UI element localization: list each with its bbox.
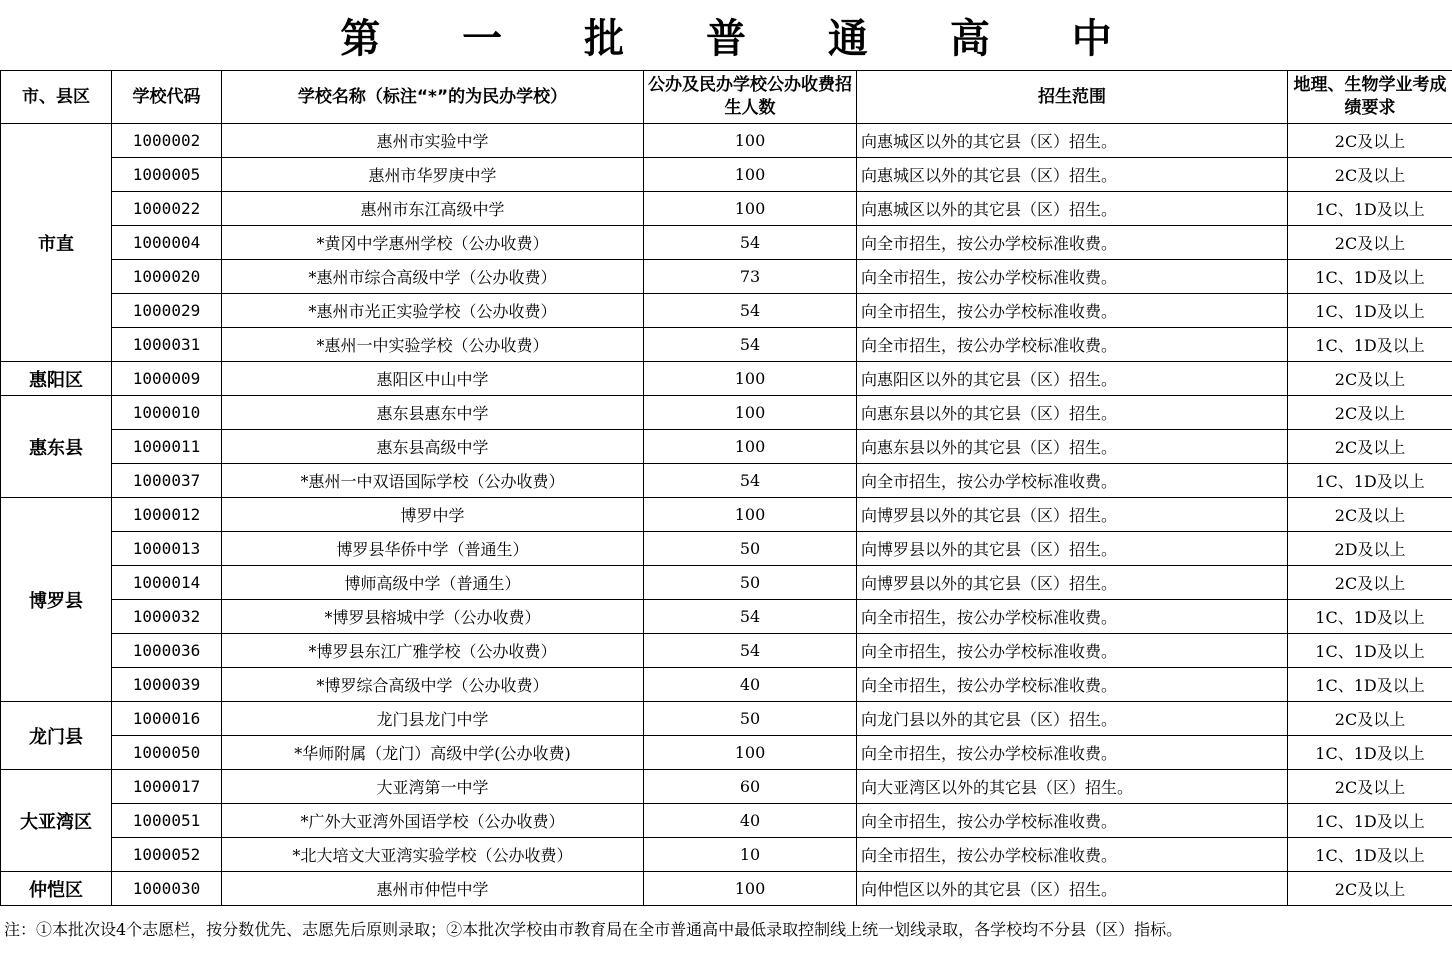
enrollment-count-cell: 50 xyxy=(644,566,857,600)
table-row xyxy=(1,804,1452,838)
admission-scope-cell: 向惠东县以外的其它县（区）招生。 xyxy=(857,396,1288,430)
table-row xyxy=(1,124,1452,158)
school-code-cell: 1000036 xyxy=(112,634,222,668)
enrollment-count-cell: 50 xyxy=(644,702,857,736)
enrollment-count-cell: 54 xyxy=(644,328,857,362)
admission-scope-cell: 向惠城区以外的其它县（区）招生。 xyxy=(857,124,1288,158)
score-requirement-cell: 1C、1D及以上 xyxy=(1288,328,1452,362)
header-code: 学校代码 xyxy=(112,71,222,124)
admission-scope-cell: 向惠城区以外的其它县（区）招生。 xyxy=(857,158,1288,192)
school-code-cell: 1000012 xyxy=(112,498,222,532)
school-name-cell: *博罗县东江广雅学校（公办收费） xyxy=(222,634,644,668)
enrollment-count-cell: 54 xyxy=(644,294,857,328)
school-name-cell: 博罗县华侨中学（普通生） xyxy=(222,532,644,566)
table-row xyxy=(1,328,1452,362)
school-name-cell: 惠州市实验中学 xyxy=(222,124,644,158)
admission-table xyxy=(0,70,1452,906)
enrollment-count-cell: 60 xyxy=(644,770,857,804)
district-cell: 博罗县 xyxy=(1,498,112,702)
admission-scope-cell: 向博罗县以外的其它县（区）招生。 xyxy=(857,566,1288,600)
score-requirement-cell: 2C及以上 xyxy=(1288,702,1452,736)
enrollment-count-cell: 100 xyxy=(644,872,857,906)
school-code-cell: 1000002 xyxy=(112,124,222,158)
table-row xyxy=(1,294,1452,328)
score-requirement-cell: 1C、1D及以上 xyxy=(1288,804,1452,838)
school-code-cell: 1000016 xyxy=(112,702,222,736)
district-cell: 龙门县 xyxy=(1,702,112,770)
admission-scope-cell: 向仲恺区以外的其它县（区）招生。 xyxy=(857,872,1288,906)
admission-scope-cell: 向惠东县以外的其它县（区）招生。 xyxy=(857,430,1288,464)
school-code-cell: 1000050 xyxy=(112,736,222,770)
enrollment-count-cell: 54 xyxy=(644,600,857,634)
school-name-cell: 惠州市仲恺中学 xyxy=(222,872,644,906)
admission-scope-cell: 向全市招生，按公办学校标准收费。 xyxy=(857,804,1288,838)
admission-scope-cell: 向全市招生，按公办学校标准收费。 xyxy=(857,838,1288,872)
enrollment-count-cell: 40 xyxy=(644,668,857,702)
score-requirement-cell: 2C及以上 xyxy=(1288,430,1452,464)
table-row xyxy=(1,226,1452,260)
enrollment-count-cell: 100 xyxy=(644,396,857,430)
enrollment-count-cell: 100 xyxy=(644,124,857,158)
school-name-cell: *博罗县榕城中学（公办收费） xyxy=(222,600,644,634)
school-name-cell: 惠州市华罗庚中学 xyxy=(222,158,644,192)
admission-scope-cell: 向全市招生，按公办学校标准收费。 xyxy=(857,634,1288,668)
table-row xyxy=(1,430,1452,464)
admission-scope-cell: 向惠城区以外的其它县（区）招生。 xyxy=(857,192,1288,226)
admission-scope-cell: 向博罗县以外的其它县（区）招生。 xyxy=(857,532,1288,566)
table-row xyxy=(1,498,1452,532)
school-name-cell: *博罗综合高级中学（公办收费） xyxy=(222,668,644,702)
enrollment-count-cell: 54 xyxy=(644,634,857,668)
school-code-cell: 1000037 xyxy=(112,464,222,498)
admission-scope-cell: 向博罗县以外的其它县（区）招生。 xyxy=(857,498,1288,532)
enrollment-count-cell: 10 xyxy=(644,838,857,872)
table-row xyxy=(1,532,1452,566)
enrollment-count-cell: 54 xyxy=(644,464,857,498)
admission-scope-cell: 向全市招生，按公办学校标准收费。 xyxy=(857,736,1288,770)
score-requirement-cell: 1C、1D及以上 xyxy=(1288,294,1452,328)
school-name-cell: 惠东县高级中学 xyxy=(222,430,644,464)
table-row xyxy=(1,260,1452,294)
school-name-cell: *惠州一中双语国际学校（公办收费） xyxy=(222,464,644,498)
enrollment-count-cell: 50 xyxy=(644,532,857,566)
admission-scope-cell: 向全市招生，按公办学校标准收费。 xyxy=(857,294,1288,328)
score-requirement-cell: 2C及以上 xyxy=(1288,566,1452,600)
school-code-cell: 1000032 xyxy=(112,600,222,634)
school-name-cell: *黄冈中学惠州学校（公办收费） xyxy=(222,226,644,260)
header-requirement: 地理、生物学业考成绩要求 xyxy=(1288,71,1452,124)
header-count: 公办及民办学校公办收费招生人数 xyxy=(644,71,857,124)
table-row xyxy=(1,566,1452,600)
district-cell: 大亚湾区 xyxy=(1,770,112,872)
table-row xyxy=(1,702,1452,736)
school-code-cell: 1000017 xyxy=(112,770,222,804)
school-code-cell: 1000005 xyxy=(112,158,222,192)
score-requirement-cell: 1C、1D及以上 xyxy=(1288,464,1452,498)
school-name-cell: *广外大亚湾外国语学校（公办收费） xyxy=(222,804,644,838)
table-body xyxy=(1,124,1452,906)
school-code-cell: 1000022 xyxy=(112,192,222,226)
district-cell: 仲恺区 xyxy=(1,872,112,906)
school-code-cell: 1000010 xyxy=(112,396,222,430)
school-name-cell: 龙门县龙门中学 xyxy=(222,702,644,736)
score-requirement-cell: 2C及以上 xyxy=(1288,872,1452,906)
school-code-cell: 1000052 xyxy=(112,838,222,872)
district-cell: 惠东县 xyxy=(1,396,112,498)
school-code-cell: 1000030 xyxy=(112,872,222,906)
school-name-cell: *北大培文大亚湾实验学校（公办收费） xyxy=(222,838,644,872)
table-row xyxy=(1,736,1452,770)
school-name-cell: 大亚湾第一中学 xyxy=(222,770,644,804)
table-row xyxy=(1,634,1452,668)
admission-scope-cell: 向全市招生，按公办学校标准收费。 xyxy=(857,328,1288,362)
score-requirement-cell: 2C及以上 xyxy=(1288,158,1452,192)
score-requirement-cell: 2C及以上 xyxy=(1288,396,1452,430)
header-row xyxy=(1,71,1452,124)
school-name-cell: 博罗中学 xyxy=(222,498,644,532)
admission-scope-cell: 向全市招生，按公办学校标准收费。 xyxy=(857,668,1288,702)
admission-scope-cell: 向惠阳区以外的其它县（区）招生。 xyxy=(857,362,1288,396)
score-requirement-cell: 1C、1D及以上 xyxy=(1288,736,1452,770)
school-code-cell: 1000031 xyxy=(112,328,222,362)
table-row xyxy=(1,668,1452,702)
admission-scope-cell: 向全市招生，按公办学校标准收费。 xyxy=(857,260,1288,294)
school-code-cell: 1000013 xyxy=(112,532,222,566)
score-requirement-cell: 1C、1D及以上 xyxy=(1288,634,1452,668)
school-code-cell: 1000029 xyxy=(112,294,222,328)
enrollment-count-cell: 73 xyxy=(644,260,857,294)
school-code-cell: 1000014 xyxy=(112,566,222,600)
admission-scope-cell: 向龙门县以外的其它县（区）招生。 xyxy=(857,702,1288,736)
enrollment-count-cell: 40 xyxy=(644,804,857,838)
school-code-cell: 1000009 xyxy=(112,362,222,396)
score-requirement-cell: 2D及以上 xyxy=(1288,532,1452,566)
school-code-cell: 1000011 xyxy=(112,430,222,464)
score-requirement-cell: 1C、1D及以上 xyxy=(1288,260,1452,294)
score-requirement-cell: 1C、1D及以上 xyxy=(1288,838,1452,872)
header-district: 市、县区 xyxy=(1,71,112,124)
score-requirement-cell: 2C及以上 xyxy=(1288,770,1452,804)
school-code-cell: 1000051 xyxy=(112,804,222,838)
enrollment-count-cell: 54 xyxy=(644,226,857,260)
score-requirement-cell: 2C及以上 xyxy=(1288,124,1452,158)
enrollment-count-cell: 100 xyxy=(644,192,857,226)
school-name-cell: 惠阳区中山中学 xyxy=(222,362,644,396)
school-code-cell: 1000004 xyxy=(112,226,222,260)
school-name-cell: 惠东县惠东中学 xyxy=(222,396,644,430)
district-cell: 惠阳区 xyxy=(1,362,112,396)
table-row xyxy=(1,396,1452,430)
table-row xyxy=(1,464,1452,498)
enrollment-count-cell: 100 xyxy=(644,736,857,770)
score-requirement-cell: 2C及以上 xyxy=(1288,226,1452,260)
table-row xyxy=(1,770,1452,804)
admission-scope-cell: 向全市招生，按公办学校标准收费。 xyxy=(857,600,1288,634)
school-code-cell: 1000039 xyxy=(112,668,222,702)
page-title: 第 一 批 普 通 高 中 xyxy=(340,15,1146,62)
school-name-cell: *惠州市光正实验学校（公办收费） xyxy=(222,294,644,328)
table-row xyxy=(1,362,1452,396)
school-name-cell: *惠州市综合高级中学（公办收费） xyxy=(222,260,644,294)
admission-scope-cell: 向全市招生，按公办学校标准收费。 xyxy=(857,226,1288,260)
school-code-cell: 1000020 xyxy=(112,260,222,294)
enrollment-count-cell: 100 xyxy=(644,498,857,532)
district-cell: 市直 xyxy=(1,124,112,362)
admission-scope-cell: 向全市招生，按公办学校标准收费。 xyxy=(857,464,1288,498)
score-requirement-cell: 2C及以上 xyxy=(1288,498,1452,532)
enrollment-count-cell: 100 xyxy=(644,430,857,464)
footnote: 注：①本批次设4个志愿栏，按分数优先、志愿先后原则录取；②本批次学校由市教育局在全市普通高中最低录取控制线上统一划线录取，各学校均不分县（区）指标。 xyxy=(4,920,1183,939)
admission-scope-cell: 向大亚湾区以外的其它县（区）招生。 xyxy=(857,770,1288,804)
enrollment-count-cell: 100 xyxy=(644,158,857,192)
table-row xyxy=(1,600,1452,634)
score-requirement-cell: 2C及以上 xyxy=(1288,362,1452,396)
table-row xyxy=(1,872,1452,906)
score-requirement-cell: 1C、1D及以上 xyxy=(1288,600,1452,634)
table-row xyxy=(1,838,1452,872)
table-row xyxy=(1,158,1452,192)
enrollment-count-cell: 100 xyxy=(644,362,857,396)
school-name-cell: *华师附属（龙门）高级中学(公办收费) xyxy=(222,736,644,770)
score-requirement-cell: 1C、1D及以上 xyxy=(1288,192,1452,226)
score-requirement-cell: 1C、1D及以上 xyxy=(1288,668,1452,702)
school-name-cell: 博师高级中学（普通生） xyxy=(222,566,644,600)
school-name-cell: 惠州市东江高级中学 xyxy=(222,192,644,226)
school-name-cell: *惠州一中实验学校（公办收费） xyxy=(222,328,644,362)
table-row xyxy=(1,192,1452,226)
header-name: 学校名称（标注“*”的为民办学校） xyxy=(222,71,644,124)
header-scope: 招生范围 xyxy=(857,71,1288,124)
